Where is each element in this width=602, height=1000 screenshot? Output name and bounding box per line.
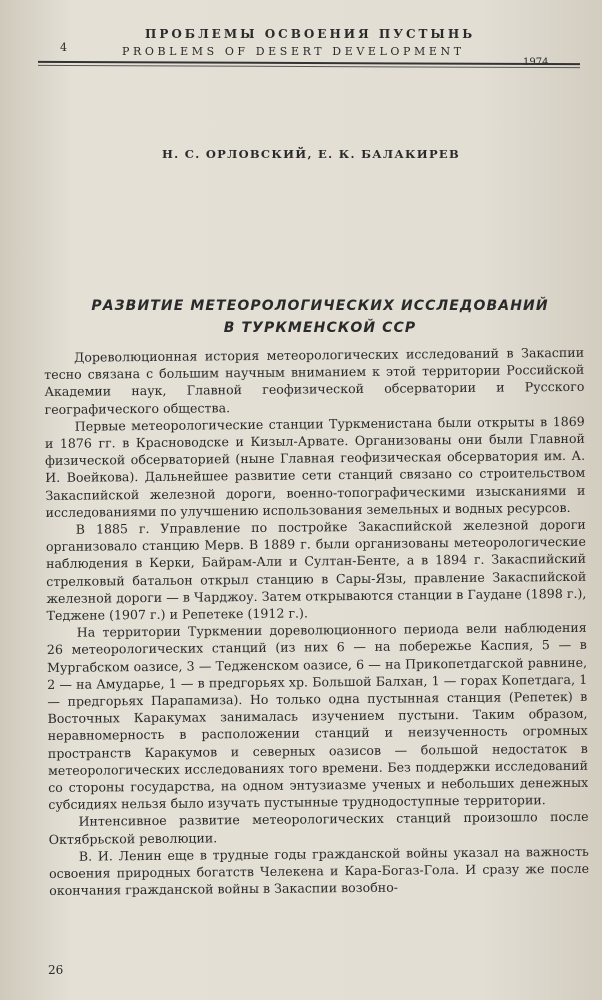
- footer-page-number: 26: [48, 963, 64, 977]
- article-body: [44, 344, 589, 900]
- paragraph-2: Первые метеорологические станции Туркменистана были открыты в 1869 и 1876 гг. в Красноводске и Кизыл-Арвате. Организованы они были Главной физической обсерваторией (ныне Главная геофизическая обсерватория им. А. И. Воейкова). Дальнейшее развитие сети станций связано со строительством Закаспийской железной дороги, военно-топографическими изысканиями и исследованиями по улучшению использования земельных и водных ресурсов.: [44, 413, 586, 520]
- header-page-number: 4: [60, 41, 67, 54]
- article-title-line-1: РАЗВИТИЕ МЕТЕОРОЛОГИЧЕСКИХ ИССЛЕДОВАНИЙ: [91, 298, 549, 314]
- paragraph-3: В 1885 г. Управление по постройке Закаспийской железной дороги организовало станцию Мерв. В 1889 г. были организованы метеорологические наблюдения в Керки, Байрам-Али и Султан-Бенте, а в 1894 г. Закаспийский стрелковый батальон открыл станцию в Сары-Язы, правление Закаспийской железной дороги — в Чарджоу. Затем открываются станции в Гаудане (1898 г.), Теджене (1907 г.) и Репетеке (1912 г.).: [45, 516, 587, 624]
- article-authors: Н. С. ОРЛОВСКИЙ, Е. К. БАЛАКИРЕВ: [162, 147, 460, 161]
- article-title-line-2: В ТУРКМЕНСКОЙ ССР: [223, 320, 417, 336]
- paragraph-1: Дореволюционная история метеорологических исследований в Закаспии тесно связана с большим научным вниманием к этой территории Российской Академии наук, Главной геофизической обсерватории и Русского географического общества.: [44, 344, 585, 417]
- journal-title-english: PROBLEMS OF DESERT DEVELOPMENT: [122, 45, 465, 58]
- paragraph-4: На территории Туркмении дореволюционного периода вели наблюдения 26 метеорологических станций (из них 6 — на побережье Каспия, 5 — в Мургабском оазисе, 3 — Тедженском оазисе, 6 — на Прикопетдагской равнине, 2 — на Амударье, 1 — в предгорьях хр. Большой Балхан, 1 — горах Копетдага, 1 — предгорьях Парапамиза). Но только одна пустынная станция (Репетек) в Восточных Каракумах занималась изучением пустыни. Таким образом, неравномерность в расположении станций и неизученность огромных пространств Каракумов и северных оазисов — большой недостаток в метеорологических исследованиях того времени. Без поддержки исследований со стороны государства, на одном энтузиазме ученых и небольших денежных субсидиях нельзя было изучать пустынные труднодоступные территории.: [46, 620, 589, 813]
- paragraph-6: В. И. Ленин еще в трудные годы гражданской войны указал на важность освоения природных богатств Челекена и Кара-Богаз-Гола. И сразу же после окончания гражданской войны в Закаспии возобно-: [48, 843, 590, 899]
- journal-title-russian: ПРОБЛЕМЫ ОСВОЕНИЯ ПУСТЫНЬ: [145, 27, 476, 41]
- header-rule-thin: [38, 65, 580, 68]
- paragraph-5: Интенсивное развитие метеорологических станций произошло после Октябрьской революции.: [48, 809, 589, 847]
- article-title: [40, 295, 600, 339]
